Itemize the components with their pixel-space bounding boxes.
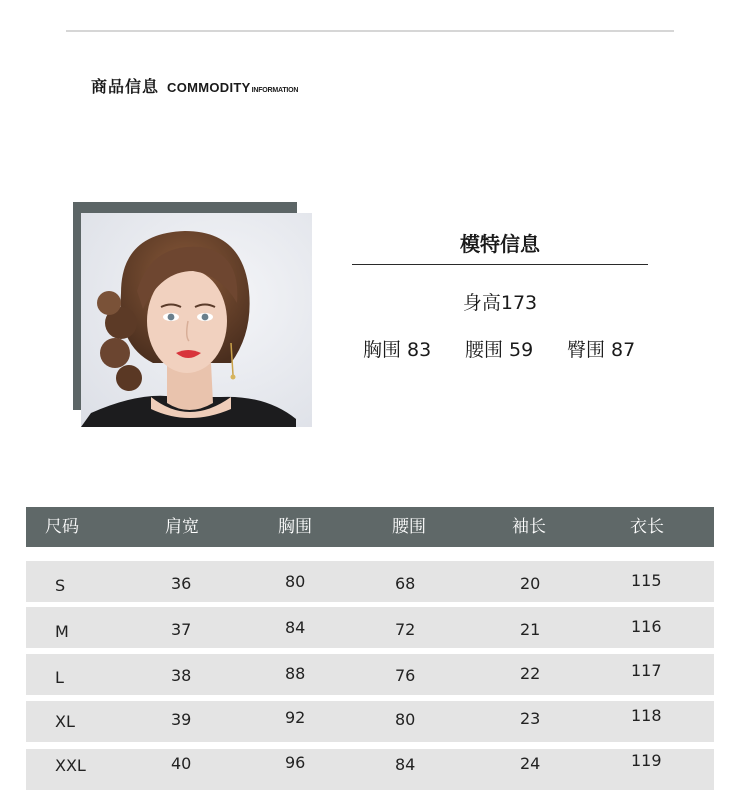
top-divider <box>66 30 674 32</box>
model-bust: 胸围 83 <box>363 339 432 361</box>
model-info-divider <box>352 264 648 265</box>
cell-size: L <box>55 668 64 687</box>
header-waist: 腰围 <box>392 517 426 537</box>
cell-size: S <box>55 576 66 595</box>
model-hip: 臀围 87 <box>567 339 636 361</box>
cell-sleeve: 20 <box>520 574 541 593</box>
size-row-s <box>26 561 714 602</box>
cell-sleeve: 23 <box>520 709 541 728</box>
cell-shoulder: 36 <box>171 574 192 593</box>
cell-shoulder: 39 <box>171 710 192 729</box>
model-photo <box>81 213 312 427</box>
section-title-en: COMMODITY <box>167 80 251 95</box>
header-sleeve: 袖长 <box>512 517 546 537</box>
header-length: 衣长 <box>630 517 664 537</box>
cell-waist: 72 <box>395 620 416 639</box>
model-waist: 腰围 59 <box>465 339 534 361</box>
cell-shoulder: 38 <box>171 666 192 685</box>
cell-waist: 68 <box>395 574 416 593</box>
cell-length: 119 <box>631 751 662 770</box>
cell-length: 117 <box>631 661 662 680</box>
cell-size: XXL <box>55 756 86 775</box>
header-bust: 胸围 <box>278 517 312 537</box>
section-heading <box>91 74 298 97</box>
cell-sleeve: 24 <box>520 754 541 773</box>
header-shoulder: 肩宽 <box>165 517 199 537</box>
model-info-title: 模特信息 <box>460 232 540 256</box>
cell-waist: 76 <box>395 666 416 685</box>
section-title-cn: 商品信息 <box>91 77 160 96</box>
cell-bust: 96 <box>285 753 306 772</box>
cell-bust: 88 <box>285 664 306 683</box>
header-size: 尺码 <box>45 517 79 537</box>
cell-length: 115 <box>631 571 662 590</box>
cell-sleeve: 21 <box>520 620 541 639</box>
cell-size: M <box>55 622 69 641</box>
cell-bust: 80 <box>285 572 306 591</box>
size-row-m <box>26 607 714 648</box>
model-portrait-image <box>81 213 312 427</box>
cell-size: XL <box>55 712 75 731</box>
cell-shoulder: 40 <box>171 754 192 773</box>
section-title-en-small: INFORMATION <box>251 87 299 94</box>
size-table-header <box>26 507 714 547</box>
cell-length: 118 <box>631 706 662 725</box>
cell-waist: 80 <box>395 710 416 729</box>
cell-shoulder: 37 <box>171 620 192 639</box>
cell-bust: 84 <box>285 618 306 637</box>
size-row-xxl <box>26 749 714 790</box>
cell-length: 116 <box>631 617 662 636</box>
cell-bust: 92 <box>285 708 306 727</box>
cell-sleeve: 22 <box>520 664 541 683</box>
size-row-l <box>26 654 714 695</box>
size-row-xl <box>26 701 714 742</box>
cell-waist: 84 <box>395 755 416 774</box>
model-height: 身高173 <box>462 292 538 314</box>
